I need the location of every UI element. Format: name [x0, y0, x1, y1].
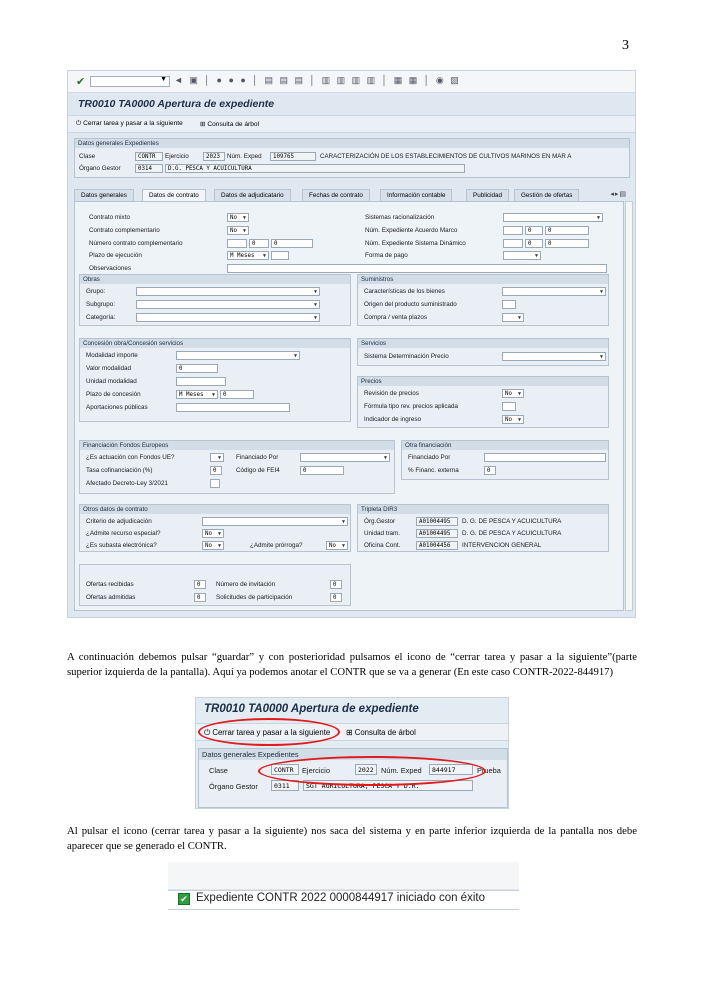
ofertas-admitidas-label: Ofertas admitidas [86, 594, 136, 601]
criterio-label: Criterio de adjudicación [86, 518, 152, 525]
codigo-fei4-label: Código de FEI4 [236, 467, 280, 474]
transaction-title: TR0010 TA0000 Apertura de expediente [78, 98, 275, 110]
recurso-label: ¿Admite recurso especial? [86, 530, 161, 537]
tree-button[interactable]: ⊞ Consulta de árbol [200, 121, 260, 128]
prorroga-label: ¿Admite prórroga? [250, 542, 303, 549]
acuerdo-marco-label: Núm. Expediente Acuerdo Marco [365, 227, 458, 234]
caracteristicas-label: Características de los bienes [364, 288, 445, 295]
num-comp-field-3[interactable]: 0 [271, 239, 313, 248]
zoom-prueba-text: Prueba [477, 766, 501, 775]
forma-pago-select[interactable] [503, 251, 541, 260]
zoomed-header-screenshot [195, 697, 509, 809]
prorroga-select[interactable]: No ▼ [326, 541, 348, 550]
close-task-label: Cerrar tarea y pasar a la siguiente [83, 120, 183, 127]
tab-datos-contrato[interactable]: Datos de contrato [142, 189, 206, 201]
suministros-section [357, 274, 609, 326]
otra-financiado-field[interactable] [484, 453, 606, 462]
precios-title: Precios [358, 377, 608, 386]
sistema-precio-label: Sistema Determinación Precio [364, 353, 449, 360]
tasa-label: Tasa cofinanciación (%) [86, 467, 153, 474]
ofertas-section [79, 564, 351, 606]
zoom-section-title: Datos generales Expedientes [199, 749, 507, 760]
status-bar-background [168, 862, 519, 890]
actuacion-fondos-select[interactable] [210, 453, 224, 462]
organo-field[interactable]: 0314 [135, 164, 163, 173]
tab-gestion-ofertas[interactable]: Gestión de ofertas [514, 189, 579, 201]
zoom-header-section [198, 748, 508, 808]
subgrupo-label: Subgrupo: [86, 301, 116, 308]
acuerdo-field-2[interactable]: 0 [525, 226, 543, 235]
precios-section [357, 376, 609, 428]
plazo-ejecucion-select[interactable]: M Meses ▼ [227, 251, 269, 260]
concesion-title: Concesión obra/Concesión servicios [80, 339, 350, 348]
grupo-select[interactable] [136, 287, 320, 296]
vertical-scrollbar[interactable] [625, 201, 633, 611]
suministros-title: Suministros [358, 275, 608, 284]
dir3-title: Tripleta DIR3 [358, 505, 608, 514]
sistema-dinamico-label: Núm. Expediente Sistema Dinámico [365, 240, 466, 247]
modalidad-select[interactable] [176, 351, 300, 360]
action-bar [68, 115, 635, 133]
num-exped-label: Núm. Exped [227, 153, 262, 160]
categoria-select[interactable] [136, 313, 320, 322]
organo-label: Órgano Gestor [79, 165, 121, 172]
decreto-checkbox[interactable] [210, 479, 220, 488]
otros-datos-title: Otros datos de contrato [80, 505, 350, 514]
sap-toolbar [68, 71, 635, 93]
tasa-field[interactable]: 0 [210, 466, 222, 475]
sistema-precio-select[interactable] [502, 352, 606, 361]
num-comp-field-2[interactable]: 0 [249, 239, 269, 248]
status-bar-screenshot [168, 862, 519, 912]
unidad-modalidad-field[interactable] [176, 377, 226, 386]
servicios-title: Servicios [358, 339, 608, 348]
zoom-clase-label: Clase [209, 766, 228, 775]
expediente-description: CARACTERIZACIÓN DE LOS ESTABLECIMIENTOS DE CULTIVOS MARINOS EN MAR A [320, 153, 572, 160]
org-gestor-label: Órg.Gestor [364, 518, 396, 525]
page-number: 3 [622, 38, 629, 53]
decreto-label: Afectado Decreto-Ley 3/2021 [86, 480, 168, 487]
zoom-organo-label: Órgano Gestor [209, 782, 258, 791]
modalidad-label: Modalidad importe [86, 352, 138, 359]
plazo-concesion-label: Plazo de concesión [86, 391, 141, 398]
organo-description: D.G. PESCA Y ACUICULTURA [165, 164, 465, 173]
zoom-close-task-button[interactable]: ⏻ Cerrar tarea y pasar a la siguiente [204, 728, 331, 737]
contrato-mixto-label: Contrato mixto [89, 214, 130, 221]
servicios-section [357, 338, 609, 366]
zoom-ejercicio-field[interactable]: 2022 [355, 764, 377, 775]
zoom-num-field[interactable]: 844917 [429, 764, 473, 775]
tab-publicidad[interactable]: Publicidad [466, 189, 509, 201]
ejercicio-label: Ejercicio [165, 153, 189, 160]
financiado-por-label: Financiado Por [236, 454, 279, 461]
subgrupo-select[interactable] [136, 300, 320, 309]
aportaciones-field[interactable] [176, 403, 290, 412]
obras-section [79, 274, 351, 326]
indicador-label: Indicador de ingreso [364, 416, 422, 423]
formula-label: Fórmula tipo rev. precios aplicada [364, 403, 459, 410]
oficina-desc: INTERVENCION GENERAL [462, 542, 542, 549]
dinamico-field-3[interactable]: 0 [545, 239, 589, 248]
tab-datos-adjudicatario[interactable]: Datos de adjudicatario [214, 189, 291, 201]
otros-datos-section [79, 504, 351, 552]
unidad-tram-code[interactable]: A01004495 [416, 529, 458, 538]
financ-externa-label: % Financ. externa [408, 467, 459, 474]
paragraph-2: Al pulsar el icono (cerrar tarea y pasar a la siguiente) nos saca del sistema y en parte inferior izquierda de la pantalla nos debe aparecer que se generado el CONTR. [67, 825, 637, 852]
compra-venta-label: Compra / venta plazos [364, 314, 427, 321]
sap-screenshot [67, 70, 636, 618]
actuacion-fondos-label: ¿Es actuación con Fondos UE? [86, 454, 175, 461]
unidad-tram-desc: D. G. DE PESCA Y ACUICULTURA [462, 530, 562, 537]
formula-field[interactable] [502, 402, 516, 411]
zoom-num-label: Núm. Exped [381, 766, 422, 775]
zoom-tree-button[interactable]: ⊞ Consulta de árbol [346, 728, 416, 737]
codigo-fei4-field[interactable]: 0 [300, 466, 344, 475]
clase-field[interactable]: CONTR [135, 152, 163, 161]
check-icon[interactable]: ✔ [76, 76, 86, 88]
categoria-label: Categoría: [86, 314, 116, 321]
sistemas-select[interactable] [503, 213, 603, 222]
zoom-clase-field[interactable]: CONTR [271, 764, 299, 775]
tab-strip [74, 189, 632, 201]
tab-datos-generales[interactable]: Datos generales [74, 189, 134, 201]
zoom-organo-desc: SGT AGRICULTURA, PESCA Y D.R. [303, 780, 473, 791]
zoom-title: TR0010 TA0000 Apertura de expediente [204, 703, 419, 715]
acuerdo-field-3[interactable]: 0 [545, 226, 589, 235]
command-field[interactable]: ▼ [90, 76, 170, 87]
ejercicio-field[interactable]: 2023 [203, 152, 225, 161]
dinamico-field-2[interactable]: 0 [525, 239, 543, 248]
zoom-close-task-label: Cerrar tarea y pasar a la siguiente [212, 728, 331, 737]
invitacion-label: Número de invitación [216, 581, 276, 588]
caracteristicas-select[interactable] [502, 287, 606, 296]
otra-financiado-label: Financiado Por [408, 454, 451, 461]
criterio-select[interactable] [202, 517, 348, 526]
concesion-section [79, 338, 351, 422]
ofertas-recibidas-field[interactable]: 0 [194, 580, 206, 589]
financ-externa-field[interactable]: 0 [484, 466, 496, 475]
solicitudes-label: Solicitudes de participación [216, 594, 293, 601]
otra-financiacion-section [401, 440, 609, 480]
forma-pago-label: Forma de pago [365, 252, 408, 259]
tab-scroll-icons[interactable]: ◂▸▤ [610, 191, 627, 198]
revision-label: Revisión de precios [364, 390, 419, 397]
origen-field[interactable] [502, 300, 516, 309]
fondos-europeos-section [79, 440, 395, 494]
contract-panel [74, 201, 624, 611]
num-complementario-label: Número contrato complementario [89, 240, 183, 247]
contrato-complementario-label: Contrato complementario [89, 227, 160, 234]
oficina-label: Oficina Cont. [364, 542, 401, 549]
valor-modalidad-label: Valor modalidad [86, 365, 132, 372]
subasta-label: ¿Es subasta electrónica? [86, 542, 157, 549]
grupo-label: Grupo: [86, 288, 106, 295]
contrato-mixto-select[interactable]: No ▼ [227, 213, 249, 222]
clase-label: Clase [79, 153, 96, 160]
obras-title: Obras [80, 275, 350, 284]
oficina-code[interactable]: A01004456 [416, 541, 458, 550]
subasta-select[interactable]: No ▼ [202, 541, 224, 550]
plazo-concesion-select[interactable]: M Meses ▼ [176, 390, 218, 399]
contrato-complementario-select[interactable]: No ▼ [227, 226, 249, 235]
num-comp-field-1[interactable] [227, 239, 247, 248]
dinamico-field-1[interactable] [503, 239, 523, 248]
unidad-modalidad-label: Unidad modalidad [86, 378, 137, 385]
dir3-section [357, 504, 609, 552]
ofertas-recibidas-label: Ofertas recibidas [86, 581, 134, 588]
zoom-organo-field[interactable]: 0311 [271, 780, 299, 791]
fondos-title: Financiación Fondos Europeos [80, 441, 394, 450]
sistemas-label: Sistemas racionalización [365, 214, 435, 221]
header-section [74, 138, 630, 178]
zoom-ejercicio-label: Ejercicio [302, 766, 330, 775]
aportaciones-label: Aportaciones públicas [86, 404, 148, 411]
header-section-title: Datos generales Expedientes [75, 139, 629, 148]
org-gestor-desc: D. G. DE PESCA Y ACUICULTURA [462, 518, 562, 525]
acuerdo-field-1[interactable] [503, 226, 523, 235]
plazo-concesion-field[interactable]: 0 [220, 390, 254, 399]
invitacion-field[interactable]: 0 [330, 580, 342, 589]
success-check-icon: ✔ [178, 893, 190, 905]
compra-venta-select[interactable] [502, 313, 524, 322]
num-exped-field[interactable]: 109765 [270, 152, 316, 161]
zoom-tree-label: Consulta de árbol [354, 728, 416, 737]
otra-financiacion-title: Otra financiación [402, 441, 608, 450]
observaciones-label: Observaciones [89, 265, 131, 272]
revision-select[interactable]: No ▼ [502, 389, 524, 398]
solicitudes-field[interactable]: 0 [330, 593, 342, 602]
observaciones-field[interactable] [227, 264, 607, 273]
paragraph-1: A continuación debemos pulsar “guardar” y con posterioridad pulsamos el icono de “cerrar tarea y pasar a la siguiente”(parte superior izquierda de la pantalla). Aquí ya podemos anotar el CONTR que se va a generar (En este caso CONTR-2022-844917) [67, 651, 637, 678]
recurso-select[interactable]: No ▼ [202, 529, 224, 538]
origen-label: Origen del producto suministrado [364, 301, 457, 308]
indicador-select[interactable]: No ▼ [502, 415, 524, 424]
tab-informacion-contable[interactable]: Información contable [380, 189, 452, 201]
org-gestor-code[interactable]: A01004495 [416, 517, 458, 526]
zoom-action-bar [196, 723, 508, 741]
toolbar-icons[interactable]: ◄ ▣ │ ● ● ● │ ▤ ▤ ▤ │ ▥ ▥ ▥ ▥ │ ▦ ▦ │ ◉ ▧ [174, 75, 461, 85]
close-task-button[interactable]: ⏻ Cerrar tarea y pasar a la siguiente [76, 120, 183, 127]
financiado-por-select[interactable] [300, 453, 390, 462]
tab-fechas-contrato[interactable]: Fechas de contrato [302, 189, 370, 201]
status-message: Expediente CONTR 2022 0000844917 iniciado con éxito [196, 892, 485, 904]
plazo-ejecucion-field[interactable] [271, 251, 289, 260]
unidad-tram-label: Unidad tram. [364, 530, 401, 537]
valor-modalidad-field[interactable]: 0 [176, 364, 218, 373]
tree-label: Consulta de árbol [207, 121, 260, 128]
ofertas-admitidas-field[interactable]: 0 [194, 593, 206, 602]
plazo-ejecucion-label: Plazo de ejecución [89, 252, 142, 259]
